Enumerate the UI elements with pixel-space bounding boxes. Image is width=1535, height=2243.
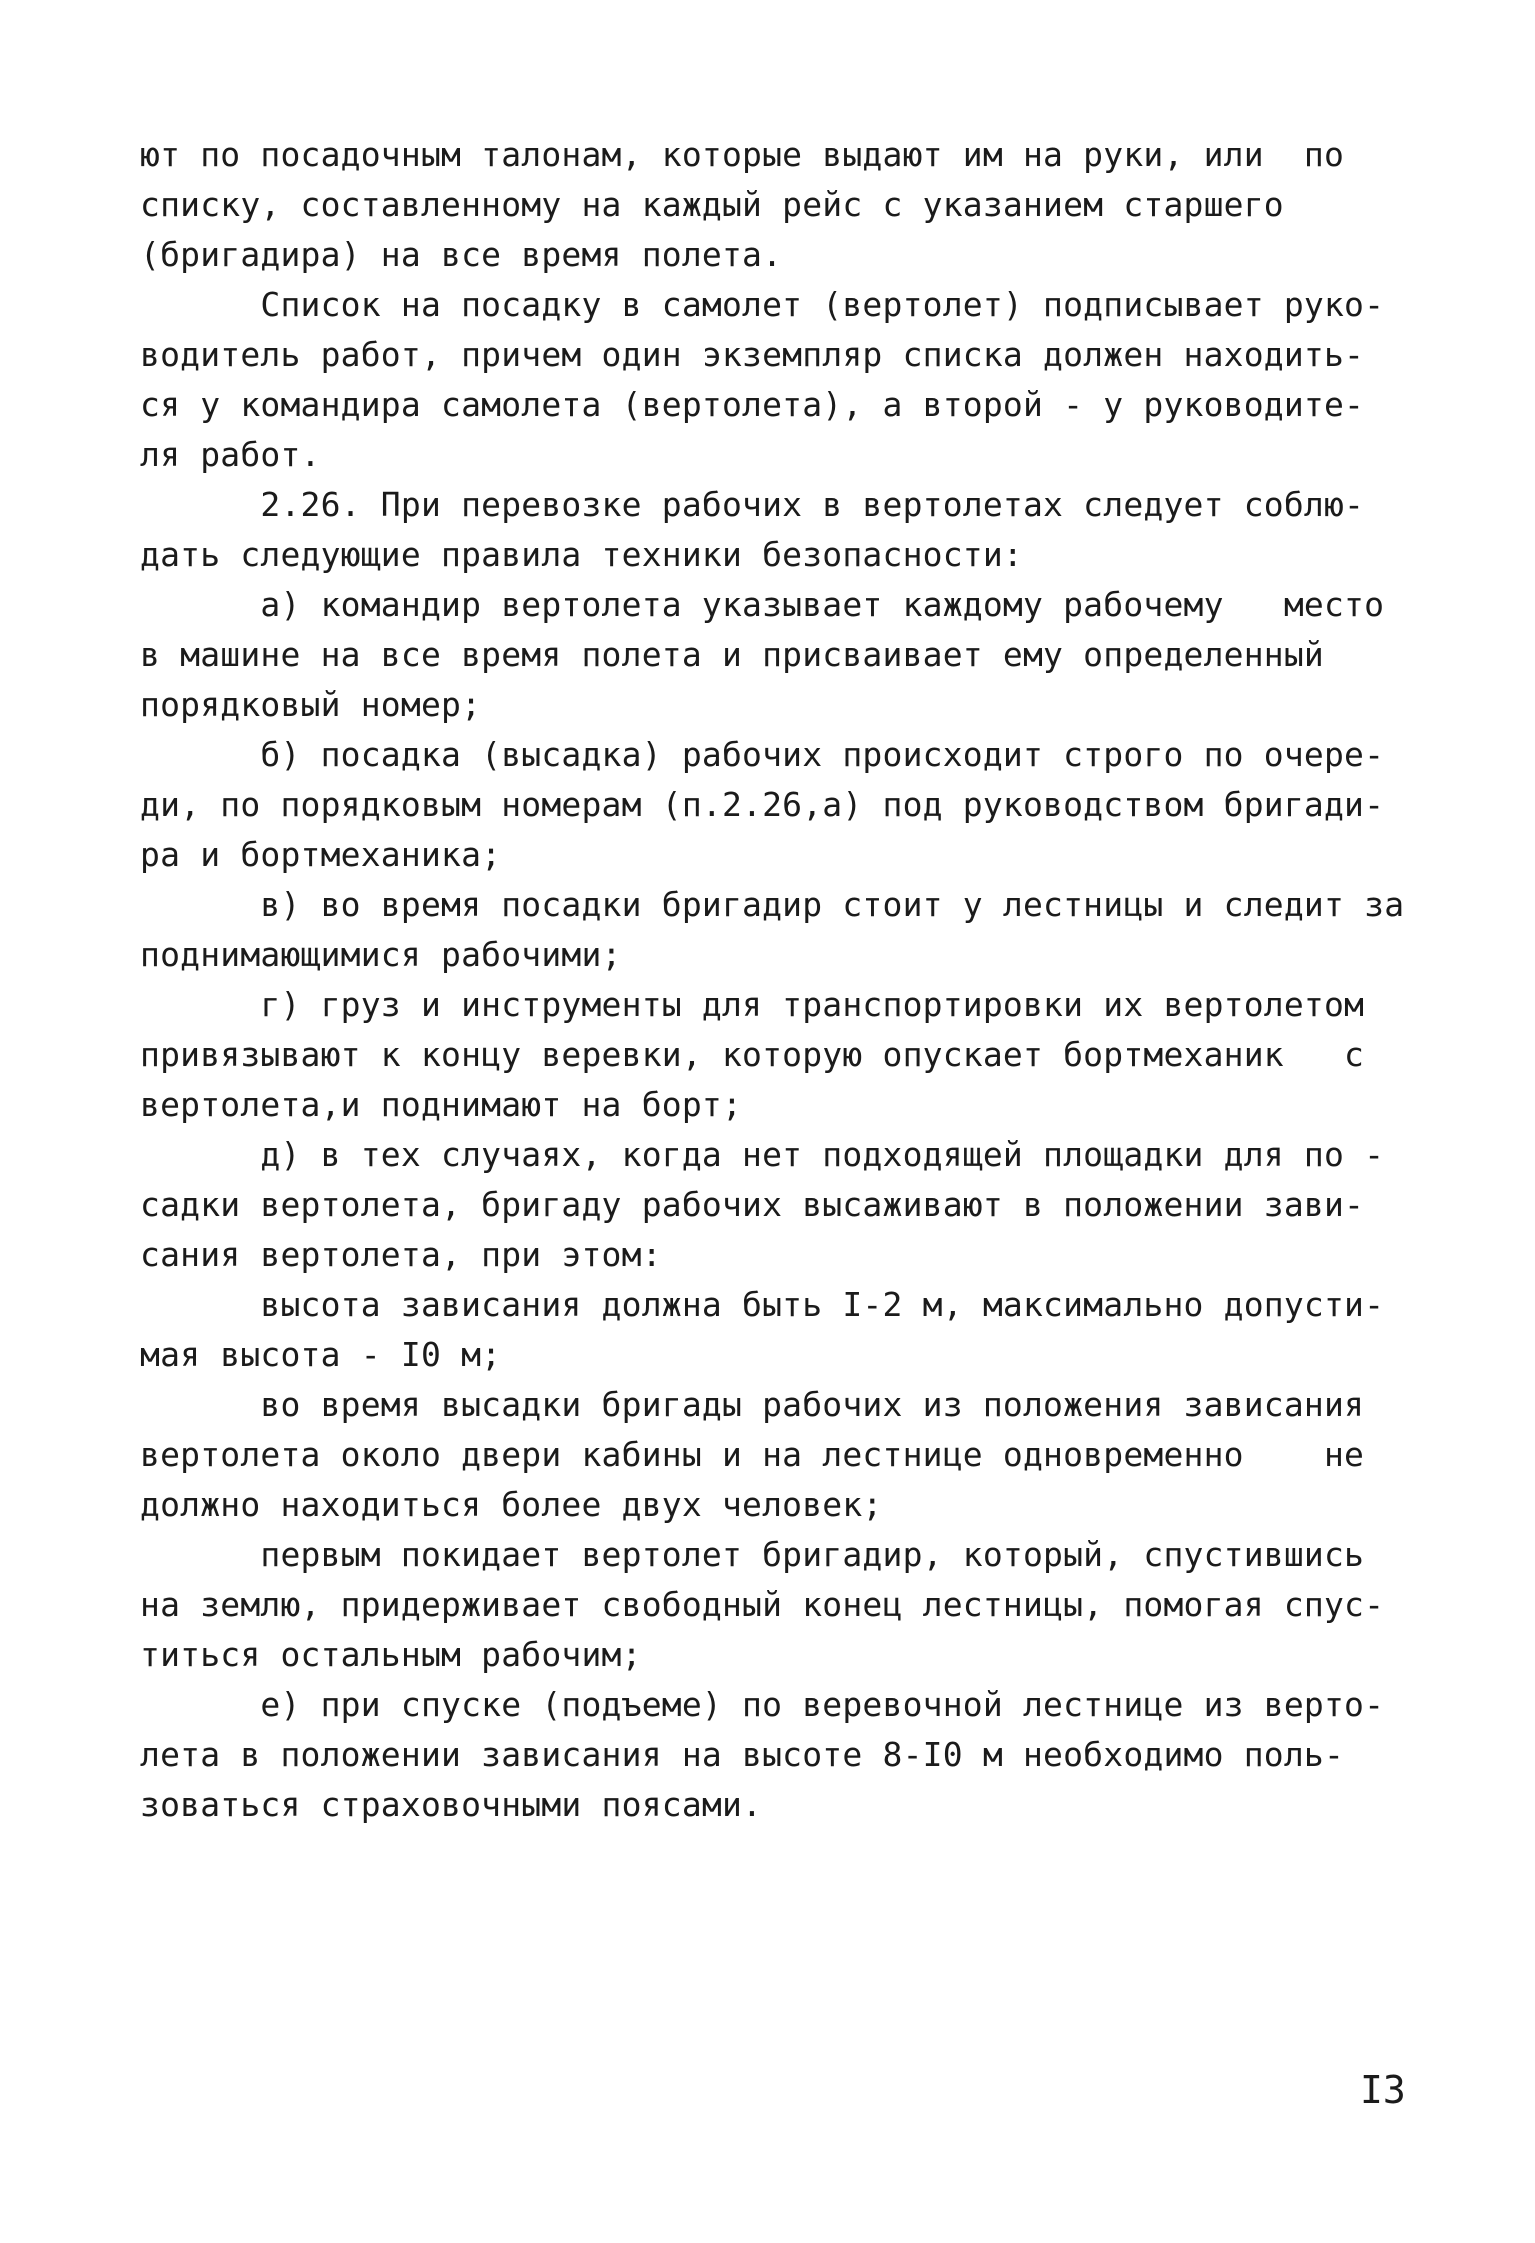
text-line: зоваться страховочными поясами.: [140, 1785, 763, 1824]
text-line: титься остальным рабочим;: [140, 1635, 642, 1674]
text-line: 2.26. При перевозке рабочих в вертолетах следует соблю-: [140, 485, 1365, 524]
text-line: г) груз и инструменты для транспортировки их вертолетом: [140, 985, 1365, 1024]
text-line: е) при спуске (подъеме) по веревочной лестнице из верто-: [140, 1685, 1385, 1724]
text-line: д) в тех случаях, когда нет подходящей площадки для по -: [140, 1135, 1385, 1174]
text-line: первым покидает вертолет бригадир, который, спустившись: [140, 1535, 1365, 1574]
text-line: вертолета,и поднимают на борт;: [140, 1085, 743, 1124]
text-line: во время высадки бригады рабочих из положения зависания: [140, 1385, 1365, 1424]
text-line: Список на посадку в самолет (вертолет) подписывает руко-: [140, 285, 1385, 324]
text-line: дать следующие правила техники безопасности:: [140, 535, 1023, 574]
text-line: должно находиться более двух человек;: [140, 1485, 883, 1524]
text-line: б) посадка (высадка) рабочих происходит строго по очере-: [140, 735, 1385, 774]
text-line: списку, составленному на каждый рейс с указанием старшего: [140, 185, 1284, 224]
text-line: ля работ.: [140, 435, 321, 474]
text-line: в машине на все время полета и присваивает ему определенный: [140, 635, 1324, 674]
text-line: порядковый номер;: [140, 685, 482, 724]
text-line: а) командир вертолета указывает каждому рабочему место: [140, 585, 1385, 624]
text-line: высота зависания должна быть I-2 м, максимально допусти-: [140, 1285, 1385, 1324]
text-line: водитель работ, причем один экземпляр списка должен находить-: [140, 335, 1365, 374]
text-line: сания вертолета, при этом:: [140, 1235, 662, 1274]
text-line: мая высота - I0 м;: [140, 1335, 502, 1374]
text-line: привязывают к концу веревки, которую опускает бортмеханик с: [140, 1035, 1365, 1074]
text-line: садки вертолета, бригаду рабочих высаживают в положении зави-: [140, 1185, 1365, 1224]
text-line: на землю, придерживает свободный конец лестницы, помогая спус-: [140, 1585, 1385, 1624]
text-line: поднимающимися рабочими;: [140, 935, 622, 974]
text-line: вертолета около двери кабины и на лестнице одновременно не: [140, 1435, 1365, 1474]
text-line: лета в положении зависания на высоте 8-I0 м необходимо поль-: [140, 1735, 1345, 1774]
text-line: ди, по порядковым номерам (п.2.26,а) под руководством бригади-: [140, 785, 1385, 824]
text-line: ра и бортмеханика;: [140, 835, 502, 874]
text-line: ся у командира самолета (вертолета), а второй - у руководите-: [140, 385, 1365, 424]
text-line: (бригадира) на все время полета.: [140, 235, 783, 274]
text-line: в) во время посадки бригадир стоит у лестницы и следит за: [140, 885, 1405, 924]
text-line: ют по посадочным талонам, которые выдают им на руки, или по: [140, 135, 1345, 174]
page-number: I3: [1360, 2068, 1406, 2112]
